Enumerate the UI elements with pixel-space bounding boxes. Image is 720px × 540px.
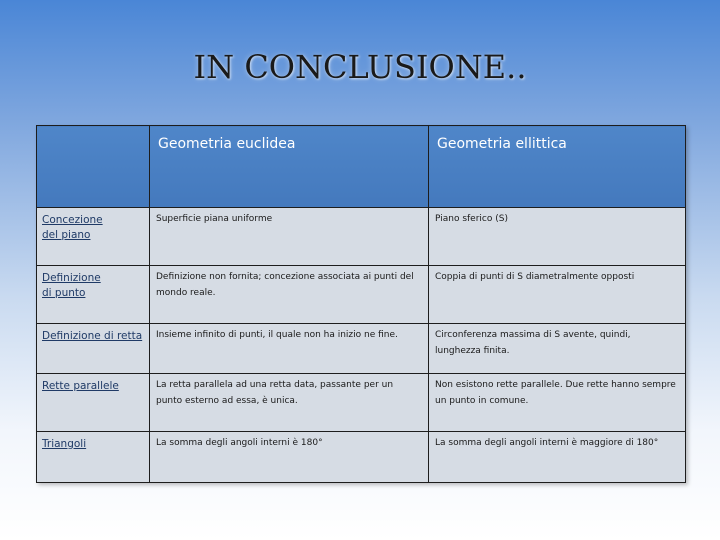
- cell-ellittica: La somma degli angoli interni è maggiore di 180°: [429, 432, 686, 483]
- cell-ellittica: Non esistono rette parallele. Due rette hanno sempre un punto in comune.: [429, 374, 686, 432]
- cell-ellittica: Piano sferico (S): [429, 208, 686, 266]
- row-label-definizione-punto[interactable]: [37, 266, 150, 324]
- slide-title: IN CONCLUSIONE..: [193, 48, 527, 86]
- row-label-text[interactable]: Definizione di punto: [42, 272, 101, 300]
- table-row: [37, 208, 686, 266]
- row-label-rette-parallele[interactable]: [37, 374, 150, 432]
- row-label-triangoli[interactable]: [37, 432, 150, 483]
- cell-euclidea: Definizione non fornita; concezione associata ai punti del mondo reale.: [150, 266, 429, 324]
- header-geometria-euclidea: Geometria euclidea: [150, 126, 429, 208]
- row-label-text[interactable]: Rette parallele: [42, 380, 119, 392]
- cell-ellittica: Circonferenza massima di S avente, quindi, lunghezza finita.: [429, 324, 686, 374]
- row-label-text[interactable]: Triangoli: [42, 438, 87, 450]
- row-label-definizione-retta[interactable]: [37, 324, 150, 374]
- cell-euclidea: Superficie piana uniforme: [150, 208, 429, 266]
- comparison-table: [36, 125, 686, 483]
- cell-ellittica: Coppia di punti di S diametralmente opposti: [429, 266, 686, 324]
- cell-euclidea: La retta parallela ad una retta data, passante per un punto esterno ad essa, è unica.: [150, 374, 429, 432]
- table-row: [37, 432, 686, 483]
- table-row: [37, 374, 686, 432]
- header-cell-empty: [37, 126, 150, 208]
- row-label-text[interactable]: Definizione di retta: [42, 330, 143, 342]
- cell-euclidea: La somma degli angoli interni è 180°: [150, 432, 429, 483]
- header-geometria-ellittica: Geometria ellittica: [429, 126, 686, 208]
- row-label-text[interactable]: Concezione del piano: [42, 214, 103, 242]
- table-row: [37, 324, 686, 374]
- row-label-concezione-piano[interactable]: [37, 208, 150, 266]
- cell-euclidea: Insieme infinito di punti, il quale non ha inizio ne fine.: [150, 324, 429, 374]
- table-header-row: [37, 126, 686, 208]
- table-row: [37, 266, 686, 324]
